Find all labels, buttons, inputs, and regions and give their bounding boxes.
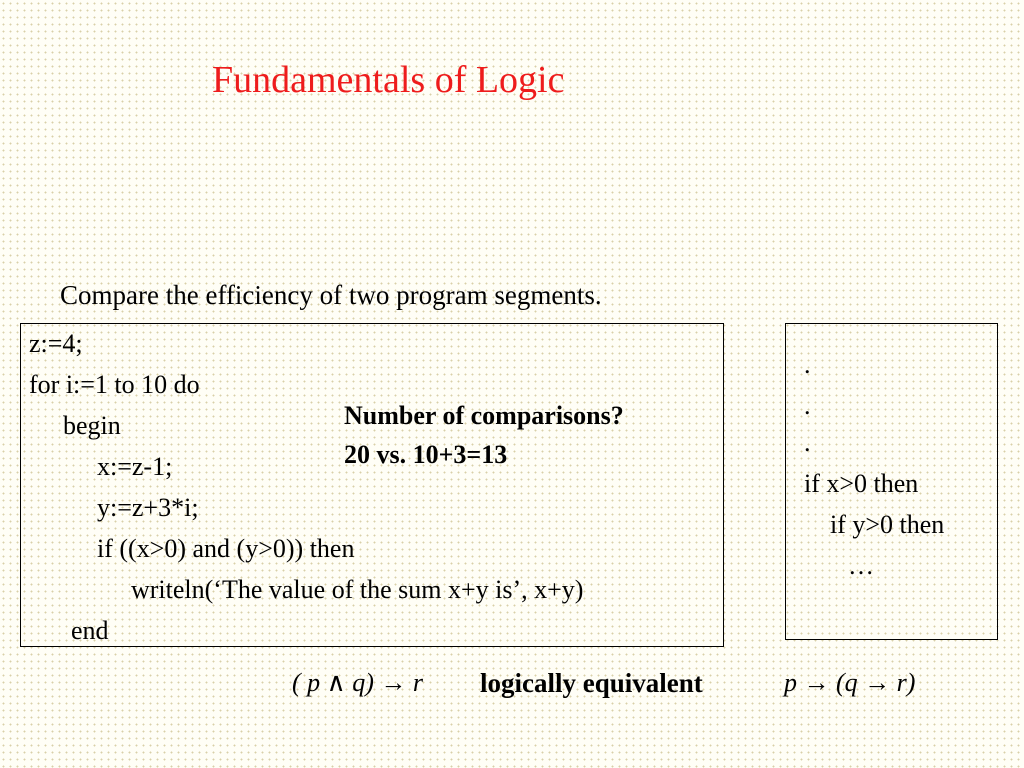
code-line: if y>0 then <box>830 510 945 539</box>
code-line: … <box>848 551 874 580</box>
code-line: if x>0 then <box>804 469 919 498</box>
code-line: y:=z+3*i; <box>97 493 199 522</box>
equivalence-label: logically equivalent <box>480 668 703 698</box>
intro-text: Compare the efficiency of two program segments. <box>60 280 602 310</box>
code-line: x:=z-1; <box>97 452 173 481</box>
code-line: . <box>804 428 811 457</box>
code-line: begin <box>63 411 121 440</box>
program-segment-1 <box>20 323 724 647</box>
comparisons-question: Number of comparisons? <box>344 401 624 430</box>
code-line: if ((x>0) and (y>0)) then <box>97 534 355 563</box>
code-line: . <box>804 350 811 379</box>
comparisons-note <box>344 396 624 474</box>
comparisons-answer: 20 vs. 10+3=13 <box>344 440 508 469</box>
code-line: end <box>71 616 109 645</box>
code-line: . <box>804 391 811 420</box>
formula-left: ( p ∧ q) → r <box>292 668 423 697</box>
program-segment-2 <box>785 323 998 640</box>
slide-title: Fundamentals of Logic <box>212 59 565 101</box>
code-line: for i:=1 to 10 do <box>29 370 200 399</box>
code-line: writeln(‘The value of the sum x+y is’, x+y) <box>131 575 584 604</box>
formula-right: p → (q → r) <box>784 668 916 697</box>
code-line: z:=4; <box>29 329 83 358</box>
